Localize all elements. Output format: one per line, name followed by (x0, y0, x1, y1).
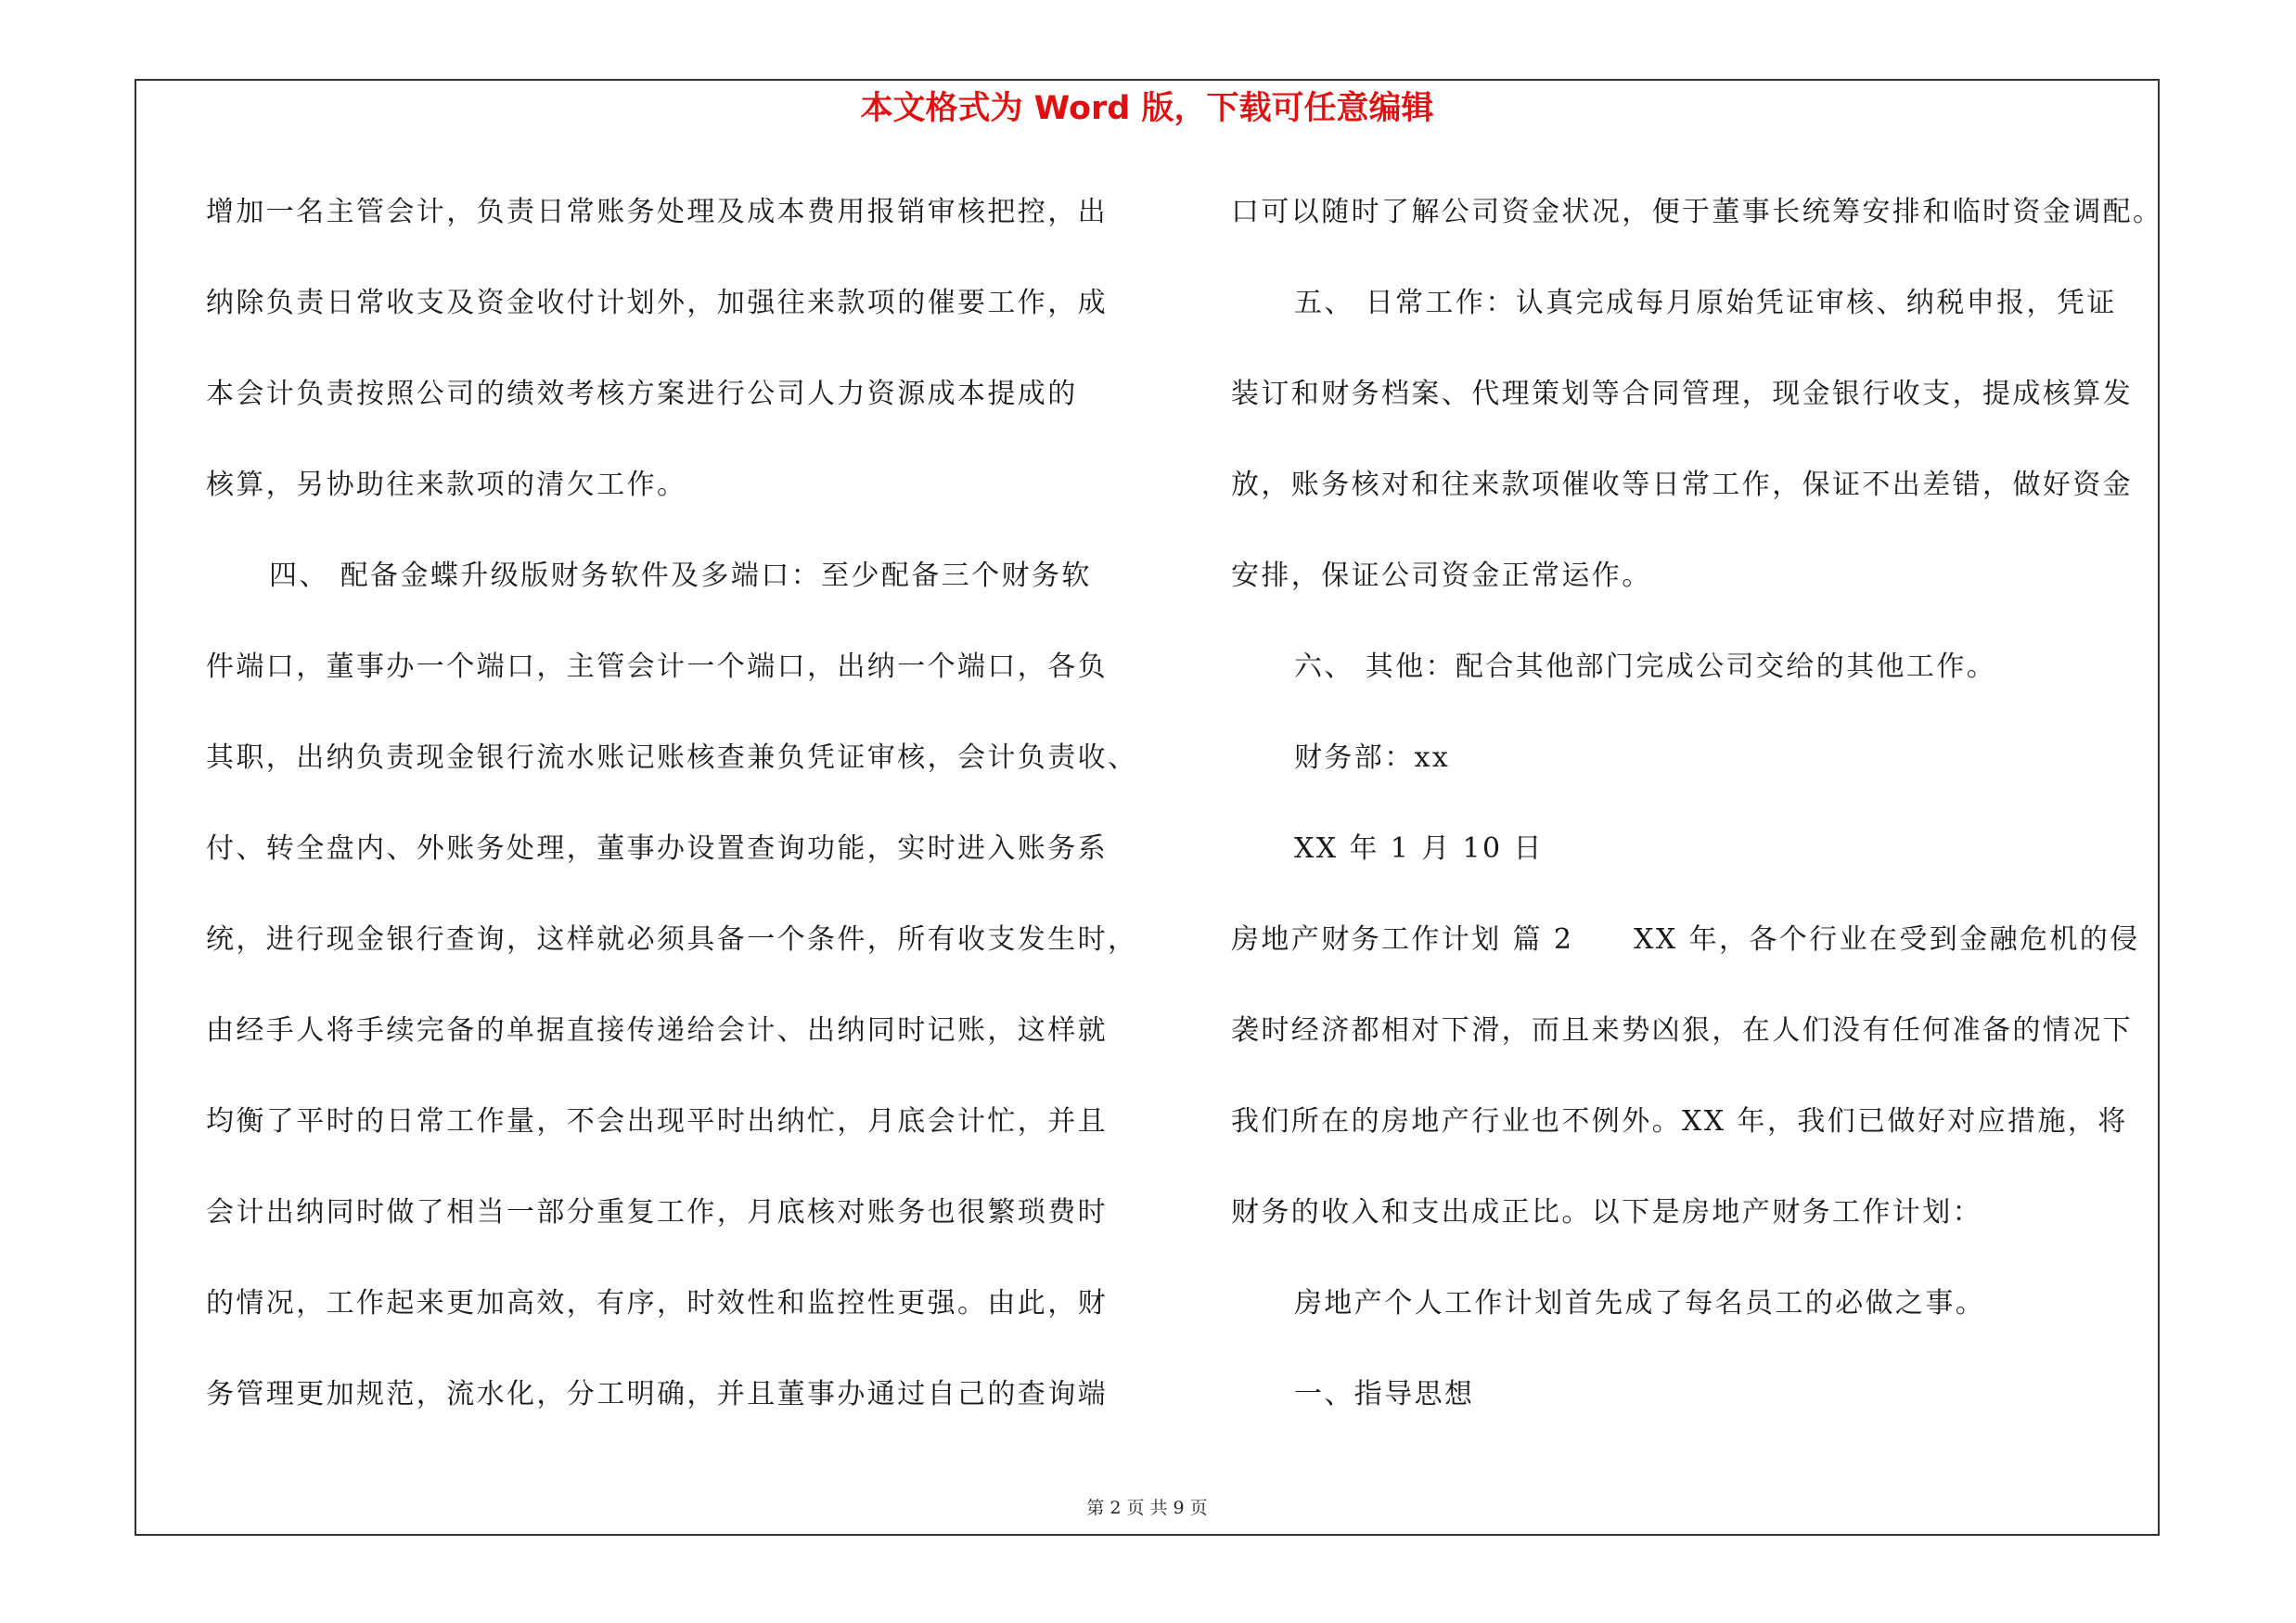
text-line: 袭时经济都相对下滑，而且来势凶狠，在人们没有任何准备的情况下 (1231, 1014, 2133, 1047)
article-title-line: 房地产财务工作计划 篇 2 XX 年，各个行业在受到金融危机的侵 (1231, 923, 2140, 956)
text-line: 其职，出纳负责现金银行流水账记账核查兼负凭证审核，会计负责收、 (206, 741, 1138, 774)
text-line: 房地产个人工作计划首先成了每名员工的必做之事。 (1294, 1287, 1986, 1320)
right-text-column (1231, 183, 2205, 1456)
section-six-heading: 六、 其他：配合其他部门完成公司交给的其他工作。 (1294, 650, 1997, 683)
section-four-heading: 四、 配备金蝶升级版财务软件及多端口：至少配备三个财务软 (269, 560, 1092, 592)
department-signature: 财务部：xx (1294, 741, 1451, 774)
text-line: 纳除负责日常收支及资金收付计划外，加强往来款项的催要工作，成 (206, 287, 1108, 319)
text-line: 装订和财务档案、代理策划等合同管理，现金银行收支，提成核算发 (1231, 378, 2133, 410)
left-text-column (206, 183, 1143, 1456)
text-line: 安排，保证公司资金正常运作。 (1231, 560, 1652, 592)
text-line: 务管理更加规范，流水化，分工明确，并且董事办通过自己的查询端 (206, 1378, 1108, 1410)
text-line: 核算，另协助往来款项的清欠工作。 (206, 469, 687, 501)
text-line: 付、转全盘内、外账务处理，董事办设置查询功能，实时进入账务系 (206, 832, 1108, 865)
text-line: 均衡了平时的日常工作量，不会出现平时出纳忙，月底会计忙，并且 (206, 1105, 1108, 1138)
section-five-heading: 五、 日常工作：认真完成每月原始凭证审核、纳税申报，凭证 (1294, 287, 2117, 319)
text-line: 会计出纳同时做了相当一部分重复工作，月底核对账务也很繁琐费时 (206, 1196, 1108, 1229)
format-banner: 本文格式为 Word 版，下载可任意编辑 (860, 90, 1434, 127)
text-line: 财务的收入和支出成正比。以下是房地产财务工作计划： (1231, 1196, 1982, 1229)
text-line: 放，账务核对和往来款项催收等日常工作，保证不出差错，做好资金 (1231, 469, 2133, 501)
text-line: 由经手人将手续完备的单据直接传递给会计、出纳同时记账，这样就 (206, 1014, 1108, 1047)
text-line: 增加一名主管会计，负责日常账务处理及成本费用报销审核把控，出 (206, 196, 1108, 228)
page-number: 第 2 页 共 9 页 (1086, 1498, 1208, 1518)
text-line: 件端口，董事办一个端口，主管会计一个端口，出纳一个端口，各负 (206, 650, 1108, 683)
text-line: 统，进行现金银行查询，这样就必须具备一个条件，所有收支发生时， (206, 923, 1138, 956)
section-one-heading: 一、指导思想 (1294, 1378, 1475, 1410)
text-line: 的情况，工作起来更加高效，有序，时效性和监控性更强。由此，财 (206, 1287, 1108, 1320)
text-line: 本会计负责按照公司的绩效考核方案进行公司人力资源成本提成的 (206, 378, 1078, 410)
text-line: 口可以随时了解公司资金状况，便于董事长统筹安排和临时资金调配。 (1231, 196, 2163, 228)
text-line: 我们所在的房地产行业也不例外。XX 年，我们已做好对应措施，将 (1231, 1105, 2128, 1138)
signature-date: XX 年 1 月 10 日 (1294, 832, 1544, 865)
